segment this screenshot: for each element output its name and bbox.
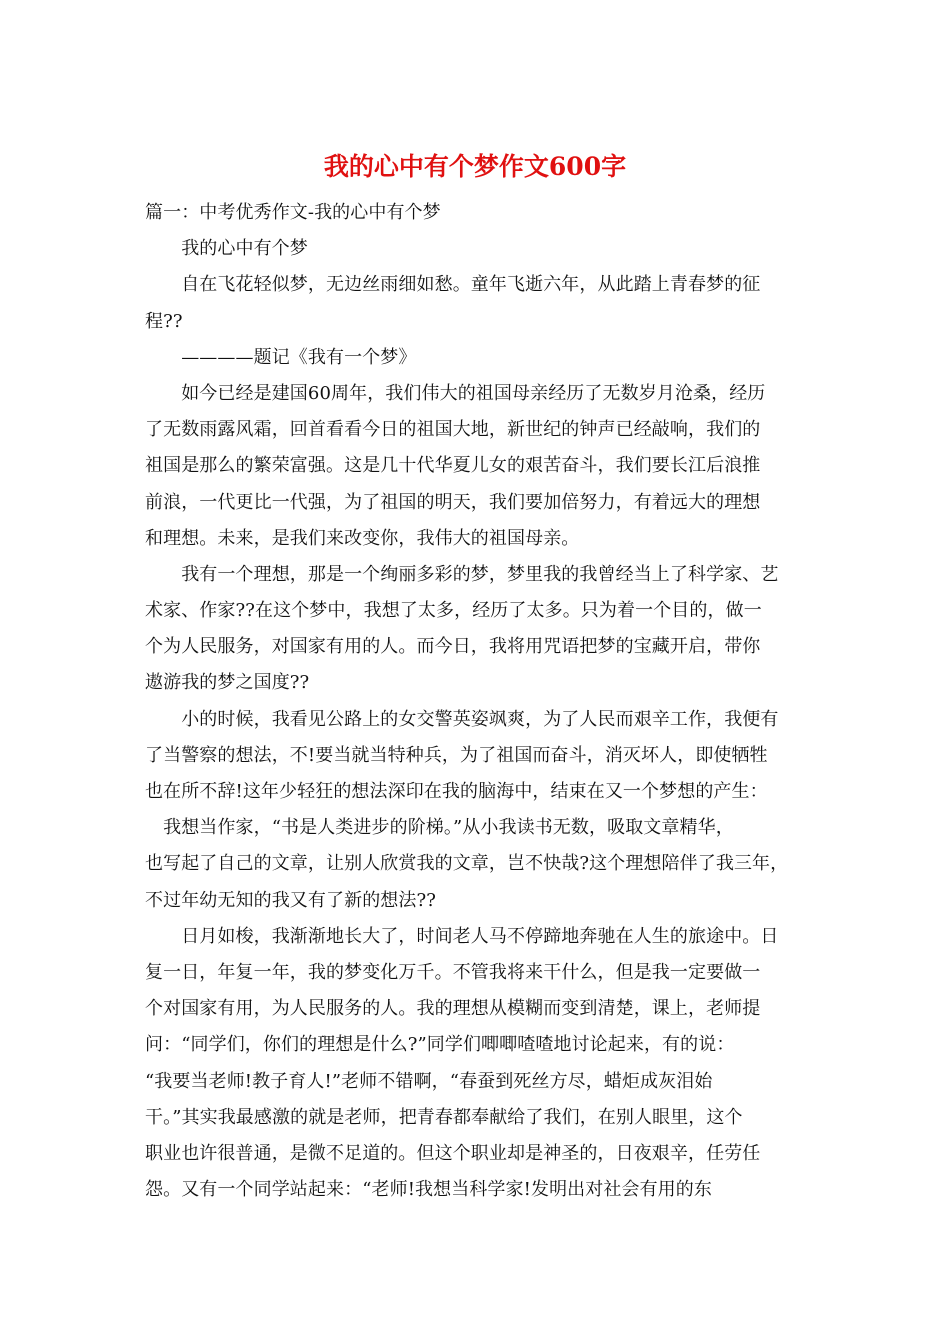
text-line: 也写起了自己的文章，让别人欣赏我的文章，岂不快哉?这个理想陪伴了我三年， [145, 853, 789, 875]
text-line: 了当警察的想法，不!要当就当特种兵，为了祖国而奋斗，消灭坏人，即使牺牲 [145, 744, 768, 766]
text-line: 我想当作家，“书是人类进步的阶梯。”从小我读书无数，吸取文章精华， [145, 817, 734, 839]
text-line: 如今已经是建国60周年，我们伟大的祖国母亲经历了无数岁月沧桑，经历 [145, 382, 766, 404]
article-body [145, 195, 825, 1208]
text-line: 怨。又有一个同学站起来：“老师!我想当科学家!发明出对社会有用的东 [145, 1179, 712, 1201]
text-line: 祖国是那么的繁荣富强。这是几十代华夏儿女的艰苦奋斗，我们要长江后浪推 [145, 455, 761, 477]
text-line: 遨游我的梦之国度?? [145, 672, 310, 694]
text-line: 日月如梭，我渐渐地长大了，时间老人马不停蹄地奔驰在人生的旅途中。日 [145, 925, 779, 947]
text-line: 和理想。未来，是我们来改变你，我伟大的祖国母亲。 [145, 527, 580, 549]
text-line: 不过年幼无知的我又有了新的想法?? [145, 889, 436, 911]
text-line: 我有一个理想，那是一个绚丽多彩的梦，梦里我的我曾经当上了科学家、艺 [145, 563, 779, 585]
text-line: ————题记《我有一个梦》 [145, 346, 417, 368]
text-line: 程?? [145, 310, 183, 332]
text-line: 干。”其实我最感激的就是老师，把青春都奉献给了我们，在别人眼里，这个 [145, 1106, 743, 1128]
page-title: 我的心中有个梦作文600字 [323, 152, 627, 181]
text-line: 小的时候，我看见公路上的女交警英姿飒爽，为了人民而艰辛工作，我便有 [145, 708, 779, 730]
text-line: 也在所不辞!这年少轻狂的想法深印在我的脑海中，结束在又一个梦想的产生： [145, 781, 768, 802]
text-line: 个对国家有用，为人民服务的人。我的理想从模糊而变到清楚，课上，老师提 [145, 998, 761, 1020]
text-line: 个为人民服务，对国家有用的人。而今日，我将用咒语把梦的宝藏开启，带你 [145, 636, 761, 658]
text-line: 自在飞花轻似梦，无边丝雨细如愁。童年飞逝六年，从此踏上青春梦的征 [145, 274, 761, 296]
text-line: 术家、作家??在这个梦中，我想了太多，经历了太多。只为着一个目的，做一 [145, 600, 762, 622]
text-line: 我的心中有个梦 [145, 238, 308, 260]
text-line: 前浪，一代更比一代强，为了祖国的明天，我们要加倍努力，有着远大的理想 [145, 491, 761, 513]
text-line: 了无数雨露风霜，回首看看今日的祖国大地，新世纪的钟声已经敲响，我们的 [145, 419, 761, 441]
text-line: 职业也许很普通，是微不足道的。但这个职业却是神圣的，日夜艰辛，任劳任 [145, 1142, 761, 1164]
text-line: “我要当老师!教子育人!”老师不错啊，“春蚕到死丝方尽，蜡炬成灰泪始 [145, 1070, 713, 1092]
text-line: 复一日，年复一年，我的梦变化万千。不管我将来干什么，但是我一定要做一 [145, 961, 761, 983]
text-line: 问：“同学们，你们的理想是什么?”同学们唧唧喳喳地讨论起来，有的说： [145, 1034, 735, 1056]
text-line: 篇一：中考优秀作文-我的心中有个梦 [145, 202, 441, 223]
